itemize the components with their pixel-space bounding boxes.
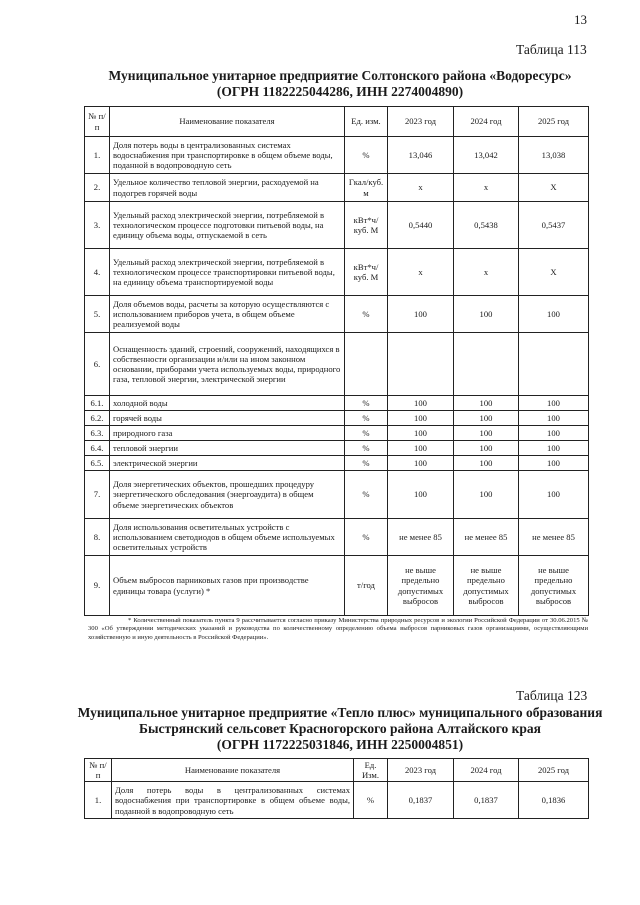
row-unit: %	[345, 137, 388, 174]
row-unit: кВт*ч/куб. М	[345, 249, 388, 296]
title-line: (ОГРН 1172225031846, ИНН 2250004851)	[216, 737, 464, 752]
table-row	[85, 782, 589, 819]
row-2023: 100	[388, 396, 454, 411]
row-unit: %	[345, 471, 388, 519]
table-row	[85, 556, 589, 616]
row-2025: 100	[519, 456, 589, 471]
row-unit	[345, 333, 388, 396]
table-row	[85, 333, 589, 396]
row-unit: %	[345, 426, 388, 441]
row-2023: 100	[388, 471, 454, 519]
row-unit: %	[345, 411, 388, 426]
row-num: 1.	[85, 782, 112, 819]
row-2024: 100	[454, 456, 519, 471]
col-2023-header: 2023 год	[388, 759, 454, 782]
row-name: Объем выбросов парниковых газов при производстве единицы товара (услуги) *	[110, 556, 345, 616]
row-name: природного газа	[110, 426, 345, 441]
row-unit: %	[354, 782, 388, 819]
row-num: 6.4.	[85, 441, 110, 456]
row-name: Оснащенность зданий, строений, сооружений, находящихся в собственности организации и/или на ином законном основании, приборами учета используемых воды, природного газа, тепловой энергии, электрической энергии	[110, 333, 345, 396]
row-2024: не выше предельно допустимых выбросов	[454, 556, 519, 616]
indicators-table	[84, 758, 589, 819]
row-2023: 100	[388, 296, 454, 333]
row-2023: 100	[388, 411, 454, 426]
row-2024: 100	[454, 426, 519, 441]
row-2024: 100	[454, 441, 519, 456]
table-row	[85, 441, 589, 456]
row-2023: х	[388, 174, 454, 202]
row-num: 6.1.	[85, 396, 110, 411]
row-2025: 0,1836	[519, 782, 589, 819]
col-num-header: № п/п	[85, 759, 112, 782]
row-2023	[388, 333, 454, 396]
row-unit: %	[345, 396, 388, 411]
row-2024: 0,1837	[454, 782, 519, 819]
row-num: 6.	[85, 333, 110, 396]
row-unit: %	[345, 441, 388, 456]
col-name-header: Наименование показателя	[112, 759, 354, 782]
row-2024: 100	[454, 471, 519, 519]
row-2024: 13,042	[454, 137, 519, 174]
row-name: Доля объемов воды, расчеты за которую осуществляются с использованием приборов учета, в общем объеме реализуемой воды	[110, 296, 345, 333]
table-row	[85, 396, 589, 411]
row-2023: 100	[388, 456, 454, 471]
row-2025: 100	[519, 426, 589, 441]
table-row	[85, 202, 589, 249]
title-line: Муниципальное унитарное предприятие Солтонского района «Водоресурс»	[108, 68, 572, 83]
row-2023: не менее 85	[388, 519, 454, 556]
table-row	[85, 137, 589, 174]
row-name: Доля энергетических объектов, прошедших процедуру энергетического обследования (энергоаудита) в общем объеме энергетических объектов	[110, 471, 345, 519]
col-2023-header: 2023 год	[388, 107, 454, 137]
table-title	[60, 68, 620, 100]
footnote	[88, 617, 588, 642]
header-row	[85, 759, 589, 782]
page-number: 13	[574, 12, 587, 27]
row-2025: 100	[519, 296, 589, 333]
row-2024: 100	[454, 396, 519, 411]
table-row	[85, 174, 589, 202]
row-2023: 100	[388, 426, 454, 441]
row-2025: не выше предельно допустимых выбросов	[519, 556, 589, 616]
table-row	[85, 296, 589, 333]
row-unit: Гкал/куб. м	[345, 174, 388, 202]
header-row	[85, 107, 589, 137]
table-label: Таблица 123	[516, 688, 588, 703]
table-title	[60, 705, 620, 753]
title-line: Муниципальное унитарное предприятие «Тепло плюс» муниципального образования	[77, 705, 603, 720]
col-name-header: Наименование показателя	[110, 107, 345, 137]
row-2025	[519, 333, 589, 396]
row-name: электрической энергии	[110, 456, 345, 471]
row-2025: Х	[519, 174, 589, 202]
row-num: 8.	[85, 519, 110, 556]
row-num: 5.	[85, 296, 110, 333]
row-2025: 100	[519, 411, 589, 426]
row-2025: 13,038	[519, 137, 589, 174]
row-num: 3.	[85, 202, 110, 249]
row-2024: х	[454, 249, 519, 296]
col-2024-header: 2024 год	[454, 759, 519, 782]
row-2025: 100	[519, 396, 589, 411]
row-unit: %	[345, 456, 388, 471]
row-name: горячей воды	[110, 411, 345, 426]
row-2025: 0,5437	[519, 202, 589, 249]
col-2024-header: 2024 год	[454, 107, 519, 137]
row-name: Доля потерь воды в централизованных системах водоснабжения при транспортировке в общем объеме воды, поданной в водопроводную сеть	[110, 137, 345, 174]
row-name: Доля потерь воды в централизованных системах водоснабжения при транспортировке в общем объеме воды, поданной в водопроводную сеть	[112, 782, 354, 819]
col-unit-header: Ед. Изм.	[354, 759, 388, 782]
title-line: Быстрянский сельсовет Красногорского района Алтайского края	[139, 721, 541, 736]
row-2024: 100	[454, 411, 519, 426]
table-label: Таблица 113	[516, 42, 587, 57]
row-num: 1.	[85, 137, 110, 174]
row-2023: 100	[388, 441, 454, 456]
table-row	[85, 471, 589, 519]
indicators-table	[84, 106, 589, 616]
row-num: 9.	[85, 556, 110, 616]
row-2023: не выше предельно допустимых выбросов	[388, 556, 454, 616]
row-num: 6.5.	[85, 456, 110, 471]
table-row	[85, 426, 589, 441]
row-name: Доля использования осветительных устройств с использованием светодиодов в общем объеме используемых осветительных устройств	[110, 519, 345, 556]
row-name: Удельное количество тепловой энергии, расходуемой на подогрев горячей воды	[110, 174, 345, 202]
col-2025-header: 2025 год	[519, 759, 589, 782]
row-num: 6.2.	[85, 411, 110, 426]
row-2025: 100	[519, 441, 589, 456]
row-name: холодной воды	[110, 396, 345, 411]
row-2024: не менее 85	[454, 519, 519, 556]
row-num: 7.	[85, 471, 110, 519]
row-num: 6.3.	[85, 426, 110, 441]
title-line: (ОГРН 1182225044286, ИНН 2274004890)	[216, 84, 464, 99]
col-num-header: № п/п	[85, 107, 110, 137]
row-2025: не менее 85	[519, 519, 589, 556]
row-2024	[454, 333, 519, 396]
row-2024: 0,5438	[454, 202, 519, 249]
col-unit-header: Ед. изм.	[345, 107, 388, 137]
row-2024: х	[454, 174, 519, 202]
row-unit: кВт*ч/куб. М	[345, 202, 388, 249]
row-name: Удельный расход электрической энергии, потребляемой в технологическом процессе транспортировки питьевой воды, на единицу объема транспортируемой воды	[110, 249, 345, 296]
row-2024: 100	[454, 296, 519, 333]
row-2023: х	[388, 249, 454, 296]
row-2025: 100	[519, 471, 589, 519]
col-2025-header: 2025 год	[519, 107, 589, 137]
row-unit: %	[345, 296, 388, 333]
row-name: Удельный расход электрической энергии, потребляемой в технологическом процессе подготовки питьевой воды, на единицу объема воды, отпускаемой в сеть	[110, 202, 345, 249]
table-row	[85, 519, 589, 556]
row-unit: т/год	[345, 556, 388, 616]
footnote-text: * Количественный показатель пункта 9 рассчитывается согласно приказу Министерства природных ресурсов и экологии Российской Федерации от 30.06.2015 № 300 «Об утверждении методических указаний и руководства по количественному определению объема выбросов парниковых газов организациями, осуществляющими хозяйственную и иную деятельность в Российской Федерации».	[88, 617, 588, 641]
row-name: тепловой энергии	[110, 441, 345, 456]
row-num: 2.	[85, 174, 110, 202]
table-row	[85, 411, 589, 426]
table-row	[85, 456, 589, 471]
row-2023: 0,5440	[388, 202, 454, 249]
table-row	[85, 249, 589, 296]
row-2023: 0,1837	[388, 782, 454, 819]
row-num: 4.	[85, 249, 110, 296]
row-2025: Х	[519, 249, 589, 296]
row-unit: %	[345, 519, 388, 556]
row-2023: 13,046	[388, 137, 454, 174]
